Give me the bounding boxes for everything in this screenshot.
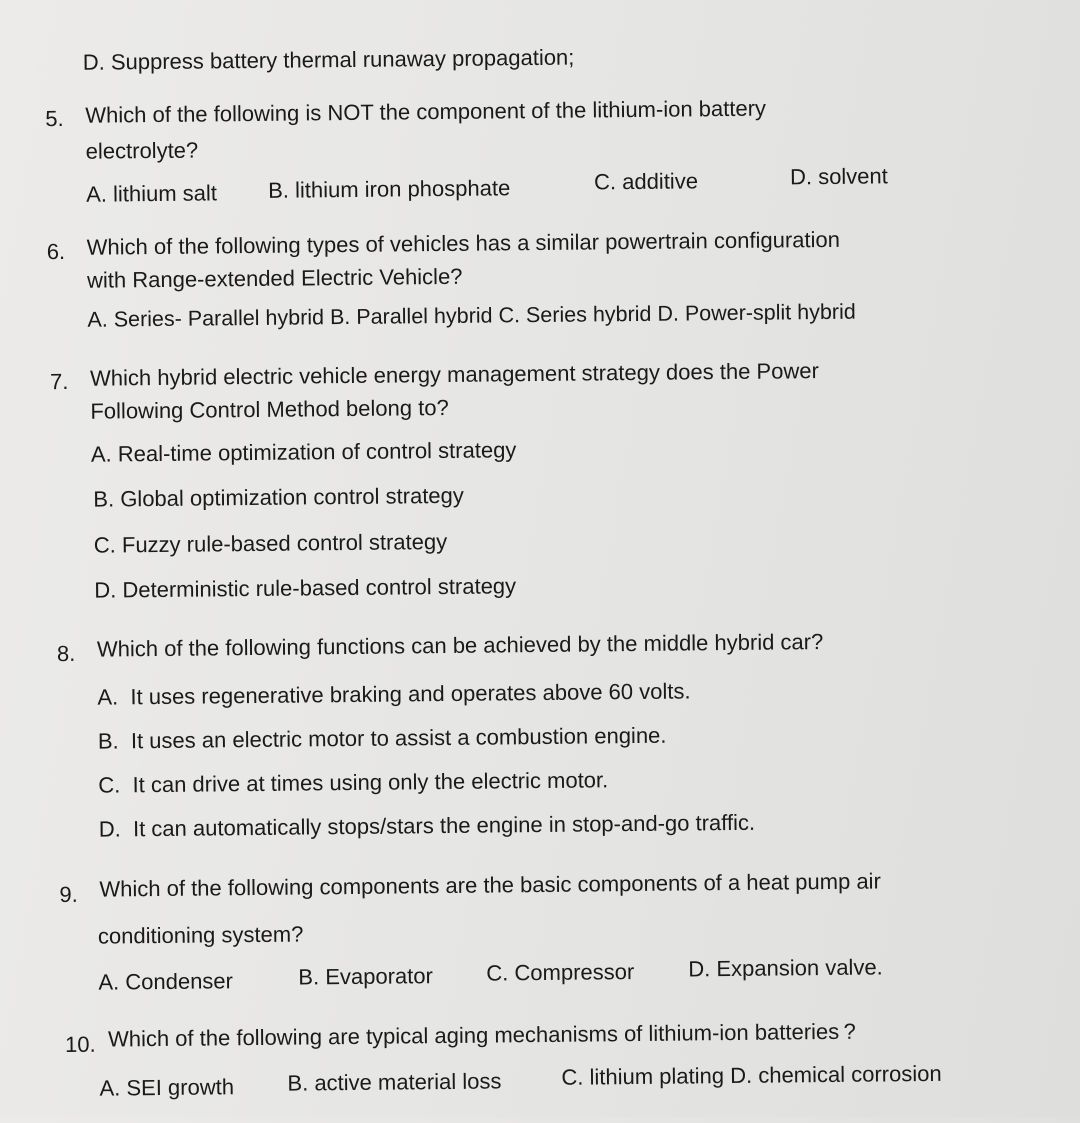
q7-number: 7.: [49, 368, 69, 395]
q9-text-line2: conditioning system?: [97, 921, 304, 949]
q9-text-line1: Which of the following components are the basic components of a heat pump air: [99, 868, 881, 902]
q8-option-a: A. It uses regenerative braking and operates above 60 volts.: [97, 678, 691, 710]
q7-text-line1: Which hybrid electric vehicle energy management strategy does the Power: [89, 358, 819, 391]
q10-number: 10.: [64, 1031, 96, 1057]
q5-text-line2: electrolyte?: [85, 137, 199, 164]
q7-option-b: B. Global optimization control strategy: [93, 482, 464, 512]
q8-number: 8.: [56, 640, 76, 667]
q10-option-a: A. SEI growth: [99, 1074, 235, 1101]
q10-text: Which of the following are typical aging mechanisms of lithium-ion batteries ?: [107, 1018, 856, 1052]
q7-option-c: C. Fuzzy rule-based control strategy: [93, 528, 448, 558]
q7-text-line2: Following Control Method belong to?: [90, 394, 449, 424]
q8-option-d: D. It can automatically stops/stars the engine in stop-and-go traffic.: [98, 809, 756, 842]
q6-text-line1: Which of the following types of vehicles has a similar powertrain configuration: [86, 226, 841, 260]
q5-option-d: D. solvent: [789, 163, 888, 190]
q5-text-line1: Which of the following is NOT the component of the lithium-ion battery: [85, 95, 767, 128]
q5-option-b: B. lithium iron phosphate: [267, 175, 511, 203]
q9-option-d: D. Expansion valve.: [688, 954, 883, 982]
q10-option-c: C. lithium plating D. chemical corrosion: [561, 1060, 942, 1090]
q7-option-d: D. Deterministic rule-based control strategy: [94, 573, 517, 603]
q10-option-b: B. active material loss: [287, 1068, 502, 1096]
q5-option-c: C. additive: [593, 168, 699, 195]
q7-option-a: A. Real-time optimization of control strategy: [90, 437, 517, 467]
q9-number: 9.: [59, 881, 78, 908]
q5-number: 5.: [45, 105, 64, 132]
q6-number: 6.: [46, 238, 66, 265]
q8-option-c: C. It can drive at times using only the electric motor.: [98, 767, 609, 798]
q6-text-line2: with Range-extended Electric Vehicle?: [86, 263, 463, 293]
q9-option-a: A. Condenser: [98, 968, 234, 995]
q9-option-c: C. Compressor: [486, 959, 635, 986]
q5-option-a: A. lithium salt: [86, 180, 218, 207]
q8-option-b: B. It uses an electric motor to assist a combustion engine.: [97, 722, 667, 754]
q8-text: Which of the following functions can be achieved by the middle hybrid car?: [96, 629, 824, 662]
q6-options: A. Series- Parallel hybrid B. Parallel hybrid C. Series hybrid D. Power-split hybrid: [87, 299, 856, 332]
q4-option-d: D. Suppress battery thermal runaway propagation;: [82, 44, 575, 75]
q9-option-b: B. Evaporator: [298, 963, 433, 990]
